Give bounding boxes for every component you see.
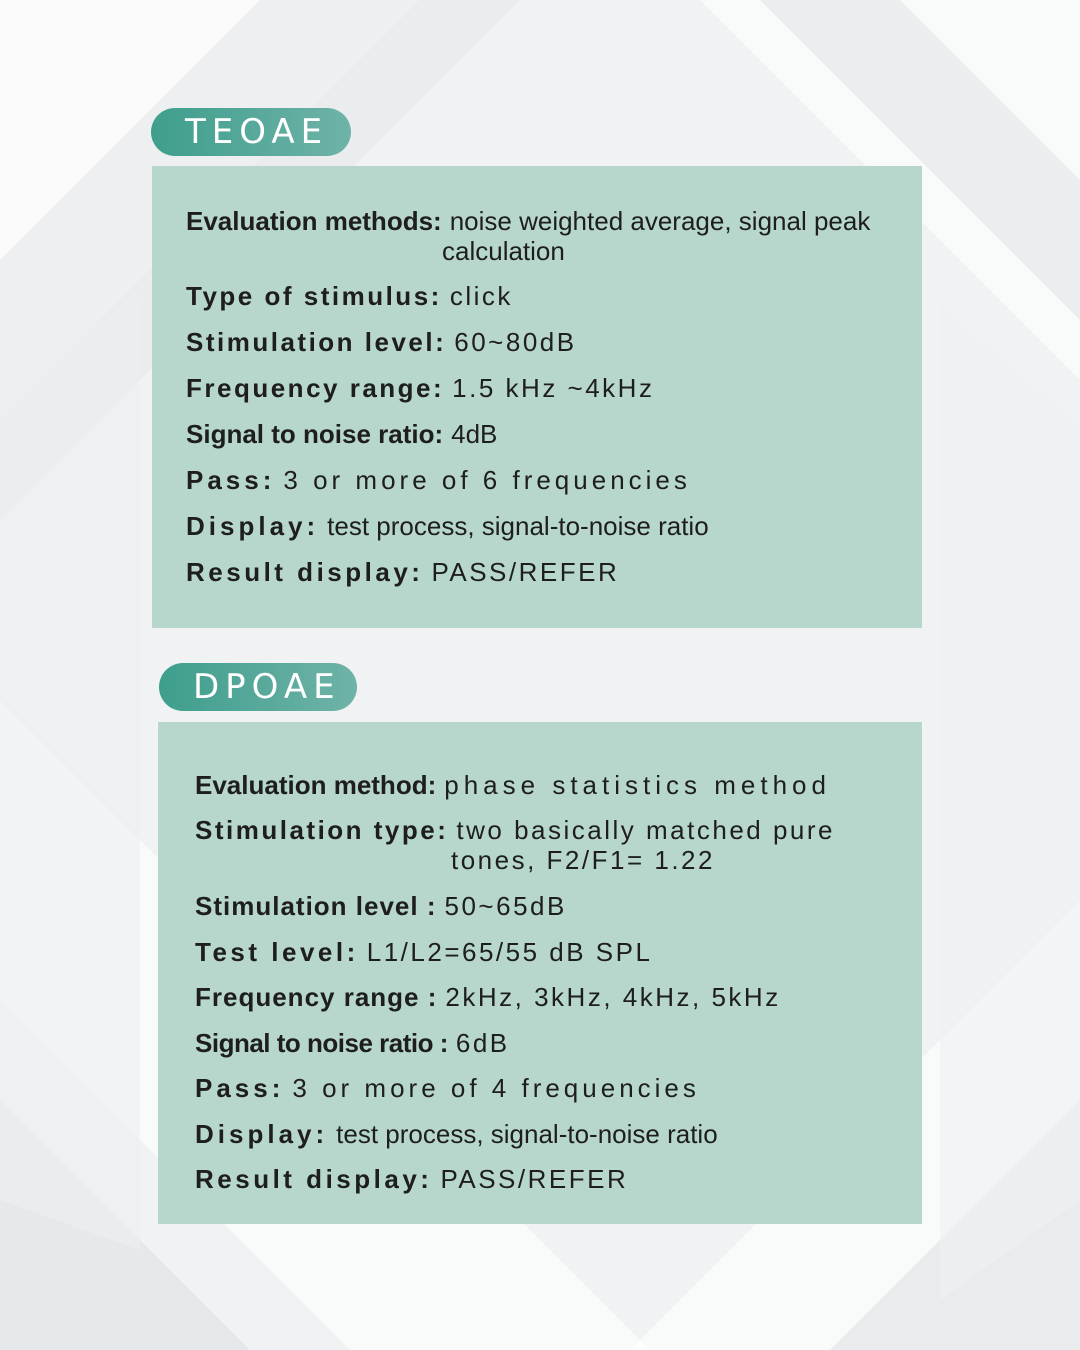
teoae-row-display [186,511,709,542]
row-label: Type of stimulus: [186,281,442,311]
dpoae-panel [158,722,922,1224]
row-label: Test level: [195,937,359,967]
dpoae-title: DPOAE [193,667,341,707]
teoae-row-evaluation-methods [186,206,870,237]
row-value: 3 or more of 4 frequencies [292,1073,700,1103]
row-value: test process, signal-to-noise ratio [336,1119,718,1149]
row-label: Result display: [186,557,424,587]
row-value-continued: tones, F2/F1= 1.22 [451,845,715,875]
row-value-continued: calculation [442,236,565,266]
teoae-title: TEOAE [185,112,329,152]
teoae-row-stimulation-level [186,327,577,358]
row-value: PASS/REFER [431,557,620,587]
dpoae-row-pass [195,1073,700,1104]
row-value: test process, signal-to-noise ratio [327,511,709,541]
row-label: Display: [195,1119,329,1149]
row-label: Stimulation type: [195,815,449,845]
row-label: Evaluation method: [195,770,437,800]
row-value: L1/L2=65/55 dB SPL [366,937,653,967]
dpoae-row-frequency-range [195,982,781,1013]
dpoae-row-display [195,1119,718,1150]
dpoae-row-result-display [195,1164,628,1195]
dpoae-row-stimulation-level [195,891,567,922]
dpoae-row-snr [195,1028,510,1059]
row-label: Signal to noise ratio: [186,419,444,449]
row-value: 2kHz, 3kHz, 4kHz, 5kHz [445,982,781,1012]
row-value: 4dB [451,419,498,449]
row-label: Frequency range: [186,373,445,403]
row-value: noise weighted average, signal peak [449,206,871,236]
row-value: 50~65dB [444,891,567,921]
teoae-title-pill [151,108,351,156]
row-value: two basically matched pure [456,815,836,845]
row-value: 1.5 kHz ~4kHz [452,373,655,403]
row-value: 3 or more of 6 frequencies [283,465,691,495]
row-value: phase statistics method [444,770,831,800]
teoae-row-pass [186,465,691,496]
dpoae-row-stimulation-type [195,815,835,846]
row-label: Stimulation level: [186,327,447,357]
row-value: PASS/REFER [440,1164,629,1194]
teoae-row-frequency-range [186,373,654,404]
row-label: Display: [186,511,320,541]
teoae-row-snr [186,419,497,450]
dpoae-title-pill [159,663,357,711]
dpoae-row-evaluation-method [195,770,831,801]
row-label: Stimulation level : [195,891,437,921]
row-value: 60~80dB [454,327,577,357]
row-label: Result display: [195,1164,433,1194]
teoae-row-result-display [186,557,619,588]
row-label: Pass: [195,1073,285,1103]
row-label: Frequency range : [195,982,438,1012]
teoae-row-type-of-stimulus [186,281,513,312]
teoae-panel [152,166,922,628]
row-value: click [449,281,513,311]
row-label: Evaluation methods: [186,206,442,236]
row-value: 6dB [455,1028,510,1058]
dpoae-row-test-level [195,937,652,968]
row-label: Signal to noise ratio : [195,1028,448,1058]
row-label: Pass: [186,465,276,495]
